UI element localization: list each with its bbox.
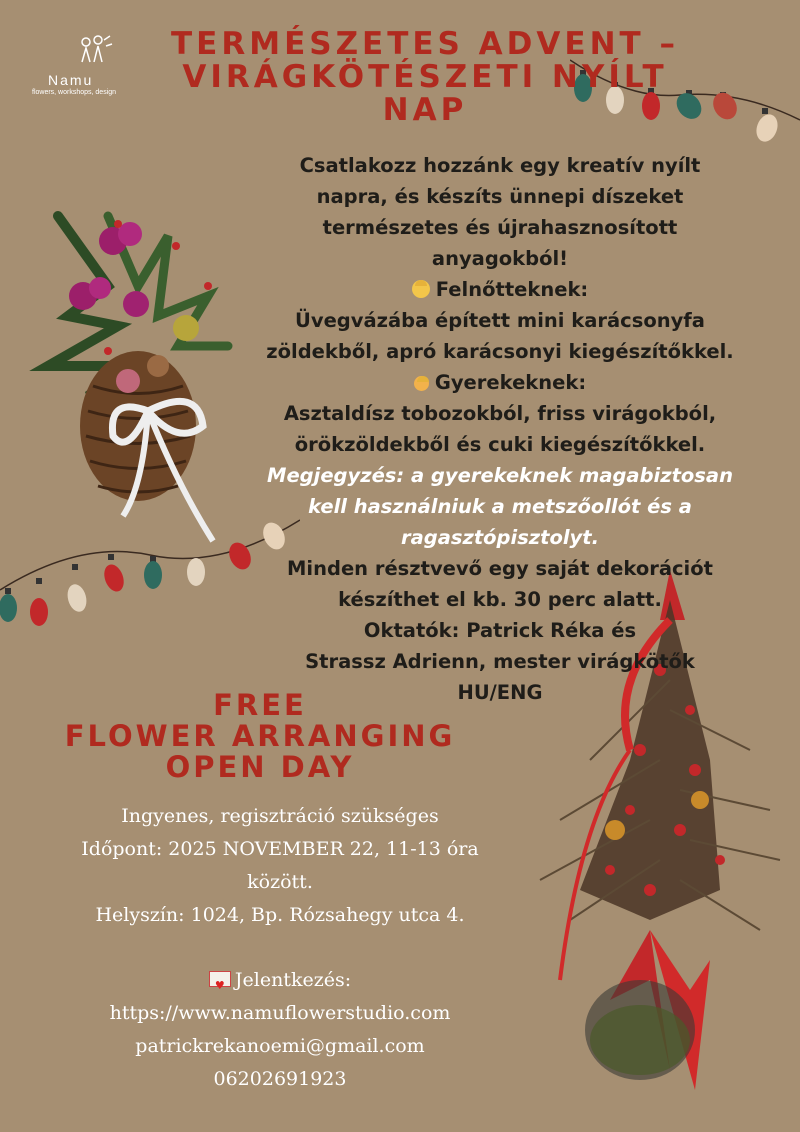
info-registration: Ingyenes, regisztráció szükséges <box>121 805 439 827</box>
info-date: Időpont: 2025 NOVEMBER 22, 11-13 óra <box>81 838 479 860</box>
intro-line-2: napra, és készíts ünnepi díszeket <box>316 185 684 208</box>
kids-heading: Gyerekeknek: <box>434 371 587 394</box>
contact-heading-row <box>40 964 520 997</box>
teachers-line-2: Strassz Adrienn, mester virágkötők <box>305 650 695 673</box>
contact-website[interactable]: https://www.namuflowerstudio.com <box>109 1002 451 1024</box>
love-letter-icon <box>209 971 231 987</box>
logo-tagline: flowers, workshops, design <box>32 89 117 96</box>
contact-phone[interactable]: 06202691923 <box>213 1068 347 1090</box>
logo-name: Namu <box>48 72 94 88</box>
child-emoji-icon <box>414 376 429 391</box>
duration-line-1: Minden résztvevő egy saját dekorációt <box>287 557 713 580</box>
event-info <box>40 800 520 932</box>
namu-logo-icon <box>74 34 114 64</box>
string-lights-middle <box>0 500 300 640</box>
info-date-cont: között. <box>247 871 313 893</box>
adults-text-1: Üvegvázába épített mini karácsonyfa <box>295 309 705 332</box>
free-line-2: FLOWER ARRANGING <box>64 719 456 753</box>
note-line-1: Megjegyzés: a gyerekeknek magabiztosan <box>267 464 733 487</box>
duration-line-2: készíthet el kb. 30 perc alatt. <box>338 588 662 611</box>
event-description <box>262 150 738 708</box>
note-line-3: ragasztópisztolyt. <box>400 526 599 549</box>
intro-line-3: természetes és újrahasznosított <box>322 216 678 239</box>
adults-heading: Felnőtteknek: <box>435 278 589 301</box>
teachers-line-1: Oktatók: Patrick Réka és <box>363 619 637 642</box>
adults-heading-row <box>262 274 738 305</box>
note-line-2: kell használniuk a metszőollót és a <box>308 495 692 518</box>
woman-emoji-icon <box>412 280 430 298</box>
title-line-3: NAP <box>382 92 468 128</box>
free-line-1: FREE <box>213 688 307 722</box>
namu-logo <box>30 34 140 96</box>
adults-text-2: zöldekből, apró karácsonyi kiegészítőkkel. <box>266 340 734 363</box>
contact-email[interactable]: patrickrekanoemi@gmail.com <box>135 1035 425 1057</box>
kids-heading-row <box>262 367 738 398</box>
intro-line-1: Csatlakozz hozzánk egy kreatív nyílt <box>299 154 701 177</box>
free-line-3: OPEN DAY <box>165 750 355 784</box>
contact-info <box>40 964 520 1096</box>
title-line-1: TERMÉSZETES ADVENT – <box>171 26 679 62</box>
intro-line-4: anyagokból! <box>431 247 569 270</box>
kids-text-1: Asztaldísz tobozokból, friss virágokból, <box>283 402 717 425</box>
info-location: Helyszín: 1024, Bp. Rózsahegy utca 4. <box>95 904 465 926</box>
title-line-2: VIRÁGKÖTÉSZETI NYÍLT <box>182 59 668 95</box>
contact-heading: Jelentkezés: <box>234 969 352 991</box>
page-title <box>140 28 710 127</box>
teachers-line-3: HU/ENG <box>457 681 543 704</box>
kids-text-2: örökzöldekből és cuki kiegészítőkkel. <box>294 433 706 456</box>
pinecone-bouquet-image <box>28 196 248 546</box>
